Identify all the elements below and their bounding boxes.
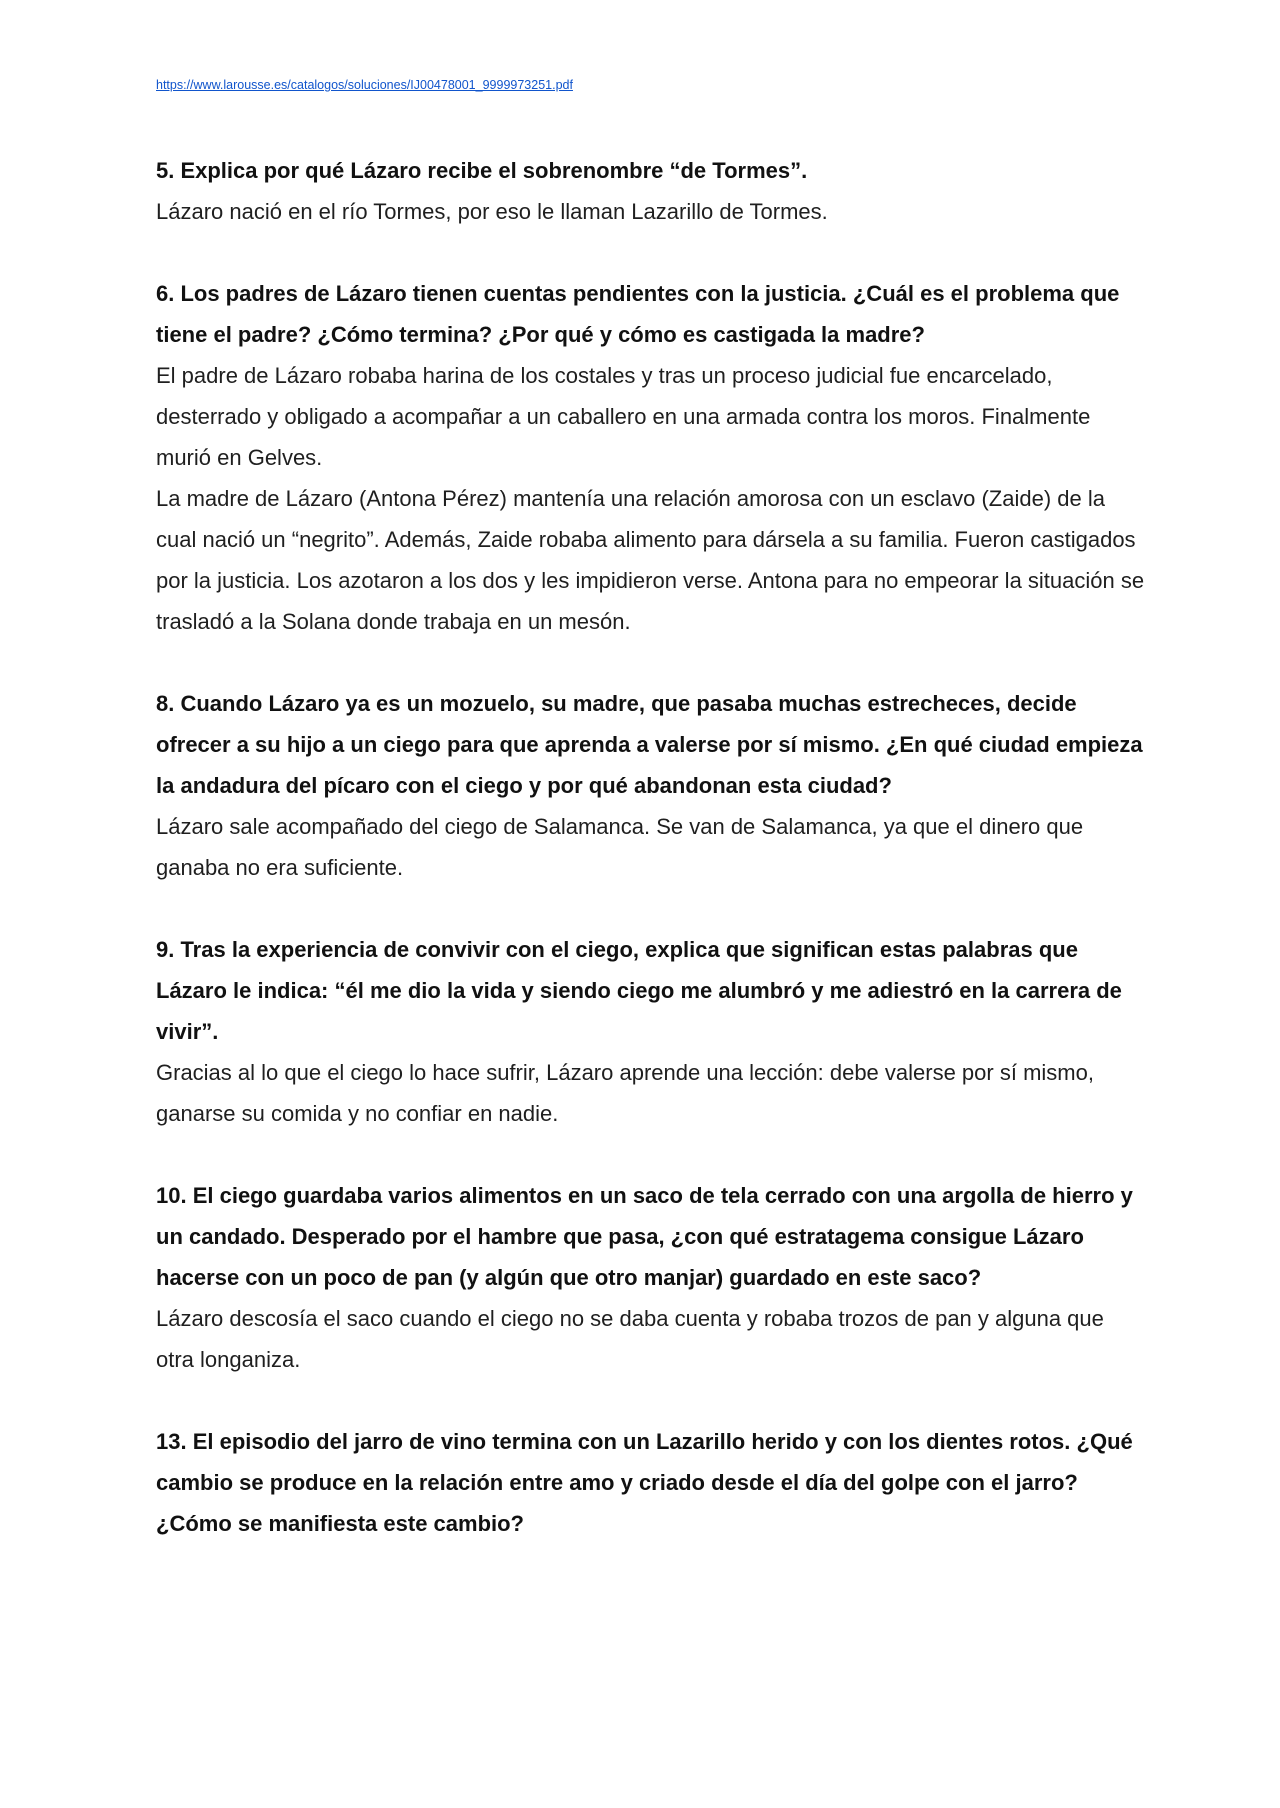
question-10: 10. El ciego guardaba varios alimentos en un saco de tela cerrado con una argolla de hierro y un candado. Desperado por el hambre que pasa, ¿con qué estratagema consigue Lázaro hacerse con un poco de pan (y algún que otro manjar) guardado en este saco?: [156, 1183, 1133, 1290]
answer-6-mother: La madre de Lázaro (Antona Pérez) mantenía una relación amorosa con un esclavo (Zaide) de la cual nació un “negrito”. Además, Zaide robaba alimento para dársela a su familia. Fueron castigados por la justicia. Los azotaron a los dos y les impidieron verse. Antona para no empeorar la situación se trasladó a la Solana donde trabaja en un mesón.: [156, 486, 1145, 634]
question-9: 9. Tras la experiencia de convivir con el ciego, explica que significan estas palabras que Lázaro le indica: “él me dio la vida y siendo ciego me alumbró y me adiestró en la carrera de vivir”.: [156, 937, 1122, 1044]
question-block-10: [156, 1175, 1146, 1380]
answer-9: Gracias al lo que el ciego lo hace sufrir, Lázaro aprende una lección: debe valerse por sí mismo, ganarse su comida y no confiar en nadie.: [156, 1060, 1094, 1126]
question-block-5: [156, 150, 1146, 232]
answer-5: Lázaro nació en el río Tormes, por eso le llaman Lazarillo de Tormes.: [156, 199, 828, 224]
source-url-link[interactable]: https://www.larousse.es/catalogos/soluciones/IJ00478001_9999973251.pdf: [156, 78, 573, 92]
question-block-9: [156, 929, 1146, 1134]
question-list: [156, 150, 1146, 1585]
question-block-8: [156, 683, 1146, 888]
answer-10: Lázaro descosía el saco cuando el ciego no se daba cuenta y robaba trozos de pan y alguna que otra longaniza.: [156, 1306, 1104, 1372]
answer-8: Lázaro sale acompañado del ciego de Salamanca. Se van de Salamanca, ya que el dinero que ganaba no era suficiente.: [156, 814, 1084, 880]
question-8: 8. Cuando Lázaro ya es un mozuelo, su madre, que pasaba muchas estrecheces, decide ofrecer a su hijo a un ciego para que aprenda a valerse por sí mismo. ¿En qué ciudad empieza la andadura del pícaro con el ciego y por qué abandonan esta ciudad?: [156, 691, 1143, 798]
question-5: 5. Explica por qué Lázaro recibe el sobrenombre “de Tormes”.: [156, 158, 808, 183]
answer-6-father: El padre de Lázaro robaba harina de los costales y tras un proceso judicial fue encarcelado, desterrado y obligado a acompañar a un caballero en una armada contra los moros. Finalmente murió en Gelves.: [156, 363, 1091, 470]
question-6: 6. Los padres de Lázaro tienen cuentas pendientes con la justicia. ¿Cuál es el problema que tiene el padre? ¿Cómo termina? ¿Por qué y cómo es castigada la madre?: [156, 281, 1120, 347]
question-block-13: [156, 1421, 1146, 1544]
question-13: 13. El episodio del jarro de vino termina con un Lazarillo herido y con los dientes rotos. ¿Qué cambio se produce en la relación entre amo y criado desde el día del golpe con el jarro? ¿Cómo se manifiesta este cambio?: [156, 1429, 1133, 1536]
question-block-6: [156, 273, 1146, 642]
